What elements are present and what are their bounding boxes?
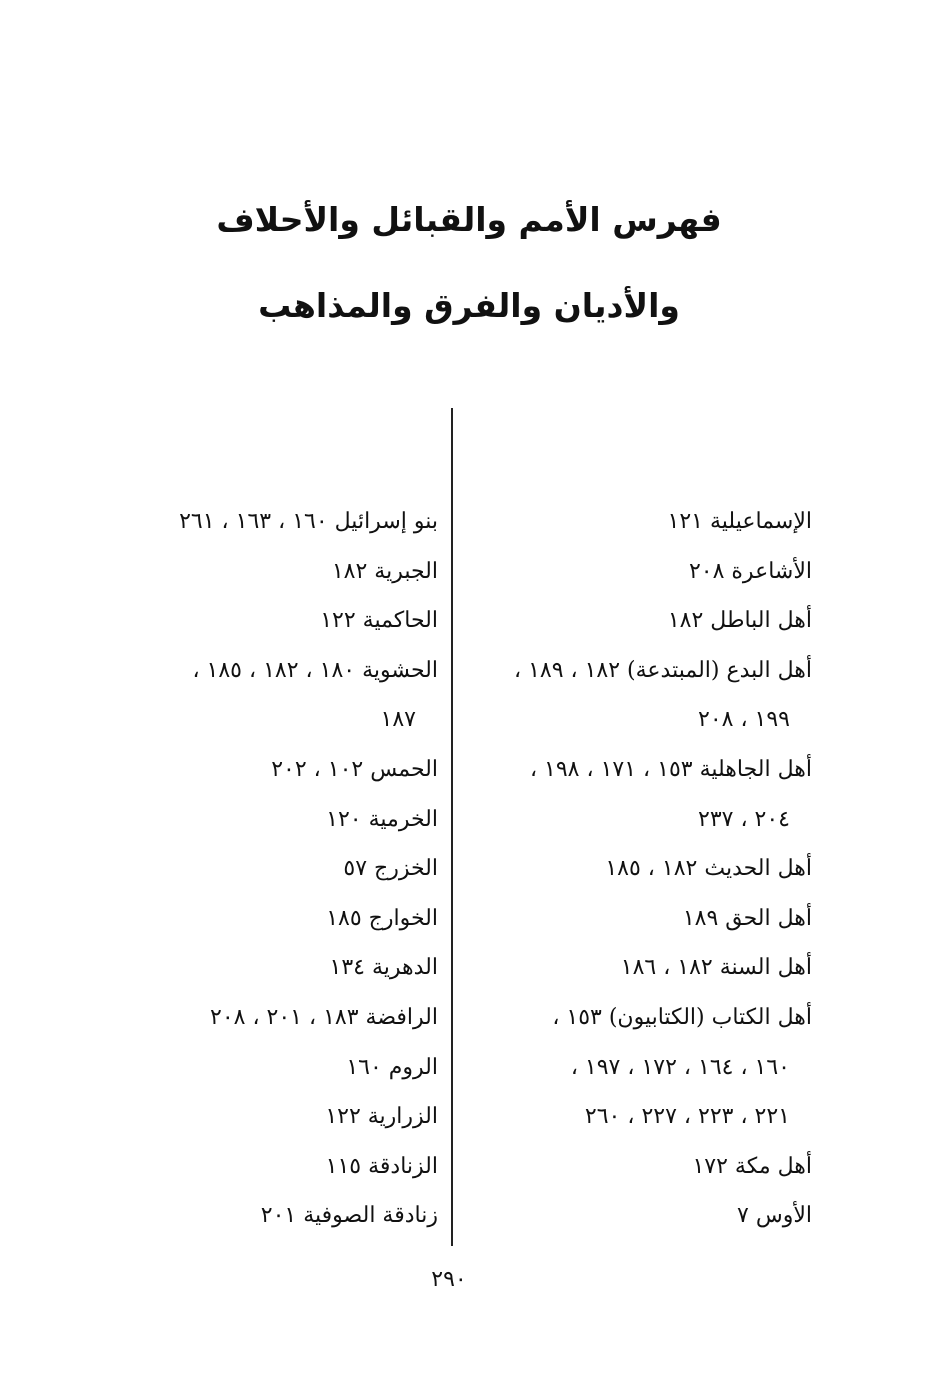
index-entry-text: الخزرج ٥٧: [343, 856, 438, 882]
index-entry-continuation: ١٩٩ ، ٢٠٨: [698, 707, 790, 733]
index-entry: [472, 943, 812, 993]
index-title-line-1: فهرس الأمم والقبائل والأحلاف: [216, 200, 722, 239]
index-entry-text: الحمس ١٠٢ ، ٢٠٢: [271, 756, 438, 782]
index-entry: [98, 844, 438, 894]
index-entry-text: الزنادقة ١١٥: [325, 1153, 438, 1179]
index-entry-text: أهل مكة ١٧٢: [692, 1153, 812, 1179]
index-entry-text: الزرارية ١٢٢: [325, 1104, 438, 1130]
index-column-left: [98, 497, 438, 1241]
index-entry: [472, 497, 812, 547]
index-entry: [98, 1092, 438, 1142]
index-entry-continuation: ١٦٠ ، ١٦٤ ، ١٧٢ ، ١٩٧ ،: [570, 1054, 790, 1080]
index-entry: [472, 1191, 812, 1241]
index-entry-text: أهل الباطل ١٨٢: [667, 608, 812, 634]
index-entry-text: الخوارج ١٨٥: [326, 905, 438, 931]
index-entry-text: أهل الجاهلية ١٥٣ ، ١٧١ ، ١٩٨ ،: [529, 756, 812, 782]
page-number: ٢٩٠: [431, 1267, 467, 1292]
index-entry-text: الروم ١٦٠: [346, 1054, 438, 1080]
index-entry: [472, 1142, 812, 1192]
index-entry-text: الرافضة ١٨٣ ، ٢٠١ ، ٢٠٨: [210, 1004, 438, 1030]
index-entry: [472, 547, 812, 597]
index-entry-text: الأشاعرة ٢٠٨: [688, 558, 812, 584]
index-entry-text: أهل الحق ١٨٩: [682, 905, 812, 931]
index-entry-text: أهل الحديث ١٨٢ ، ١٨٥: [605, 856, 812, 882]
index-entry-text: الخرمية ١٢٠: [326, 806, 438, 832]
index-entry: [98, 596, 438, 646]
index-entry: [98, 547, 438, 597]
index-title-line-2: والأديان والفرق والمذاهب: [258, 286, 680, 325]
index-entry: [472, 894, 812, 944]
index-entry-text: الأوس ٧: [737, 1203, 812, 1229]
index-entry-text: الدهرية ١٣٤: [329, 955, 438, 981]
index-entry-text: بنو إسرائيل ١٦٠ ، ١٦٣ ، ٢٦١: [179, 509, 438, 534]
index-entry: [472, 596, 812, 646]
index-entry: [98, 646, 438, 745]
index-entry-text: أهل السنة ١٨٢ ، ١٨٦: [620, 955, 812, 981]
index-entry-text: الحشوية ١٨٠ ، ١٨٢ ، ١٨٥ ،: [192, 657, 438, 683]
index-entry-text: الإسماعيلية ١٢١: [667, 509, 812, 534]
index-entry: [98, 993, 438, 1043]
index-entry: [98, 497, 438, 547]
index-column-right: [472, 497, 812, 1241]
index-entry: [472, 844, 812, 894]
index-entry: [98, 1142, 438, 1192]
index-entry-continuation: ١٨٧: [380, 707, 416, 733]
index-entry-text: زنادقة الصوفية ٢٠١: [260, 1203, 438, 1229]
index-entry-continuation: ٢٠٤ ، ٢٣٧: [698, 806, 790, 832]
index-entry: [98, 1191, 438, 1241]
index-entry-text: الحاكمية ١٢٢: [320, 608, 438, 634]
index-entry: [98, 745, 438, 795]
index-entry: [98, 894, 438, 944]
column-divider: [451, 408, 453, 1246]
index-entry: [472, 646, 812, 745]
index-entry: [472, 745, 812, 844]
index-entry-text: الجبرية ١٨٢: [331, 558, 438, 584]
index-entry: [98, 943, 438, 993]
index-entry: [98, 795, 438, 845]
index-entry-text: أهل الكتاب (الكتابيون) ١٥٣ ،: [552, 1004, 812, 1030]
index-entry: [472, 993, 812, 1142]
index-entry: [98, 1043, 438, 1093]
index-entry-text: أهل البدع (المبتدعة) ١٨٢ ، ١٨٩ ،: [513, 657, 812, 683]
index-entry-continuation: ٢٢١ ، ٢٢٣ ، ٢٢٧ ، ٢٦٠: [584, 1104, 790, 1130]
